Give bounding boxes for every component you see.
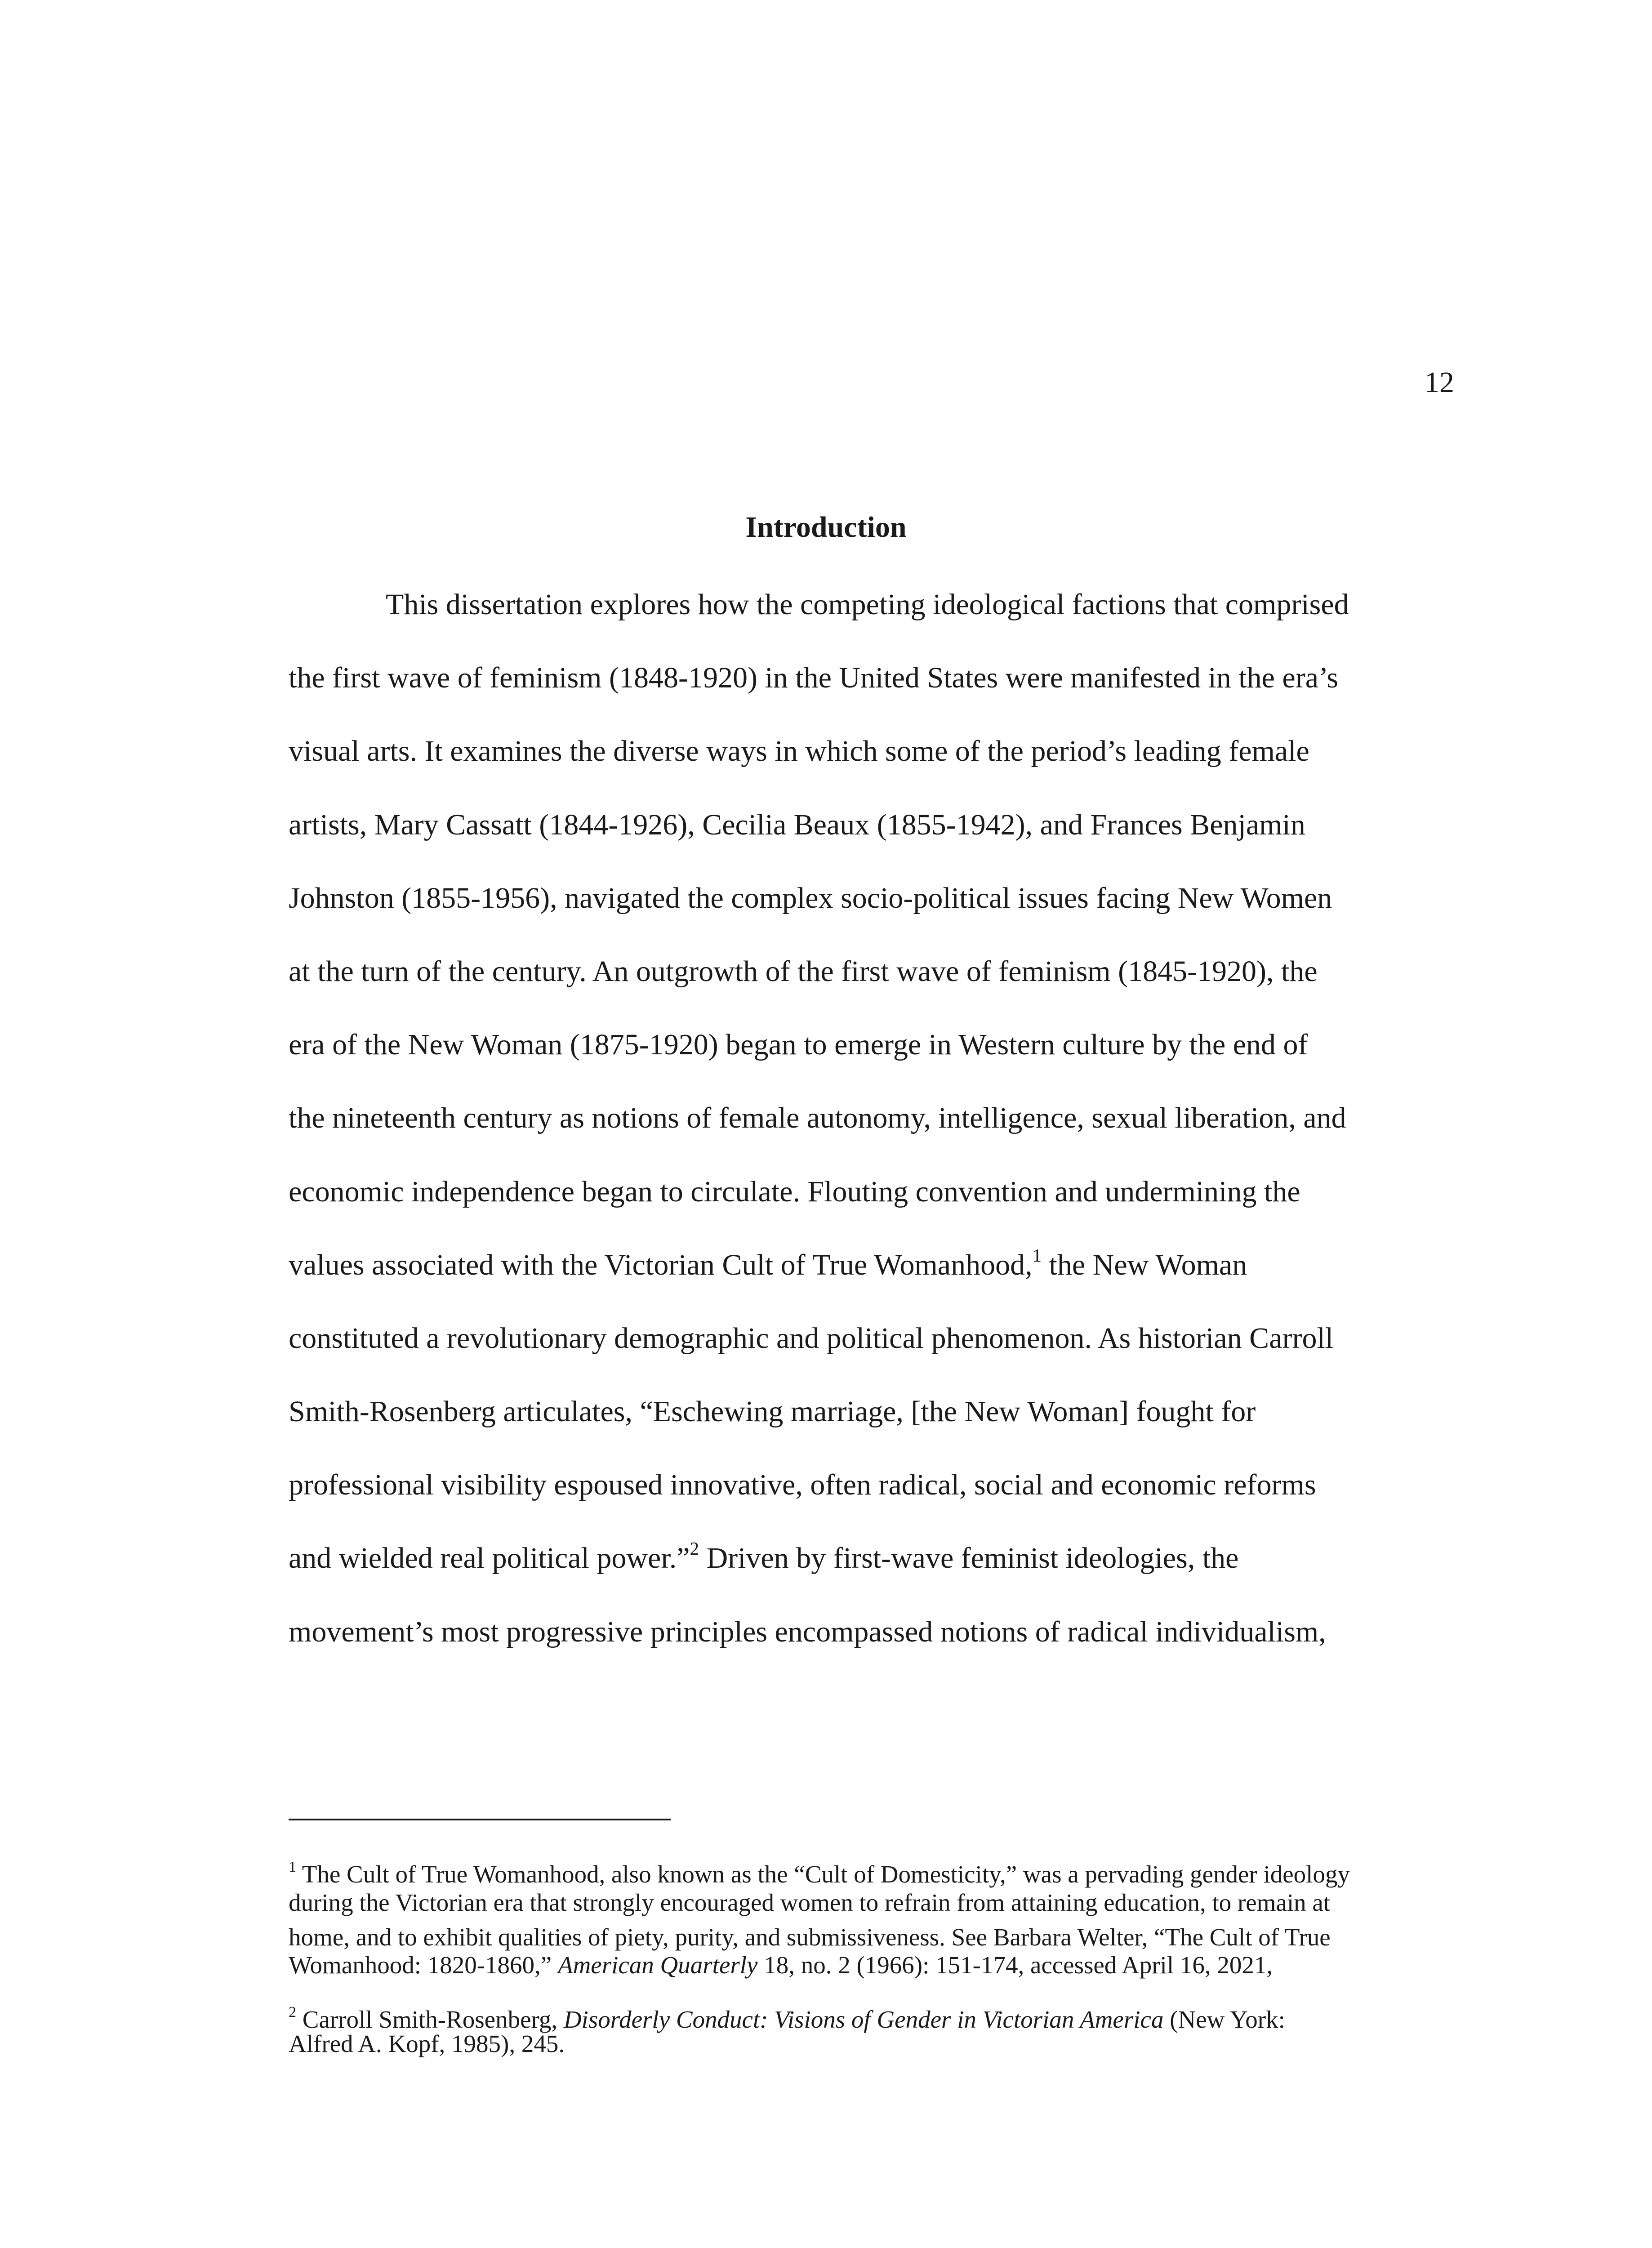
footnote-2 bbox=[289, 2003, 1285, 2057]
footnote-marker: 2 bbox=[289, 2003, 297, 2021]
body-line: professional visibility espoused innovative, often radical, social and economic reforms bbox=[289, 1468, 1316, 1502]
body-line: the first wave of feminism (1848-1920) in the United States were manifested in the era’s bbox=[289, 661, 1339, 695]
body-line-text: Driven by first-wave feminist ideologies, the bbox=[699, 1542, 1239, 1575]
body-line-text: and wielded real political power.” bbox=[289, 1542, 690, 1575]
footnote-line: home, and to exhibit qualities of piety, purity, and submissiveness. See Barbara Welter, “The Cult of True bbox=[289, 1923, 1331, 1951]
footnote-text: Carroll Smith-Rosenberg, bbox=[296, 2006, 564, 2033]
body-line: constituted a revolutionary demographic and political phenomenon. As historian Carroll bbox=[289, 1321, 1334, 1355]
body-line: Johnston (1855-1956), navigated the complex socio-political issues facing New Women bbox=[289, 881, 1332, 914]
section-heading: Introduction bbox=[745, 511, 907, 544]
journal-title: American Quarterly bbox=[557, 1951, 758, 1979]
body-paragraph bbox=[289, 584, 1652, 1685]
body-line bbox=[289, 1245, 1652, 1318]
body-line-text: values associated with the Victorian Cult of True Womanhood, bbox=[289, 1248, 1033, 1281]
body-line: visual arts. It examines the diverse ways in which some of the period’s leading female bbox=[289, 735, 1309, 768]
body-line: movement’s most progressive principles encompassed notions of radical individualism, bbox=[289, 1615, 1326, 1648]
footnote-text: Womanhood: 1820-1860,” bbox=[289, 1951, 558, 1979]
body-line: economic independence began to circulate. Flouting convention and undermining the bbox=[289, 1175, 1300, 1208]
footnote-text: The Cult of True Womanhood, also known as the “Cult of Domesticity,” was a pervading gender ideology bbox=[296, 1860, 1350, 1888]
body-line: the nineteenth century as notions of female autonomy, intelligence, sexual liberation, and bbox=[289, 1102, 1346, 1135]
body-line: Smith-Rosenberg articulates, “Eschewing marriage, [the New Woman] fought for bbox=[289, 1395, 1256, 1428]
footnote-line bbox=[289, 1858, 1350, 1888]
body-line: This dissertation explores how the competing ideological factions that comprised bbox=[386, 588, 1349, 621]
page-number: 12 bbox=[1425, 366, 1454, 399]
body-line: artists, Mary Cassatt (1844-1926), Cecilia Beaux (1855-1942), and Frances Benjamin bbox=[289, 808, 1305, 841]
footnote-1 bbox=[289, 1858, 1350, 1979]
book-title: Disorderly Conduct: Visions of Gender in Victorian America bbox=[563, 2006, 1164, 2033]
footnote-text: 18, no. 2 (1966): 151-174, accessed April 16, 2021, bbox=[757, 1951, 1273, 1979]
footnote-line bbox=[289, 1951, 1350, 1979]
body-line-text: the New Woman bbox=[1042, 1248, 1247, 1281]
body-line: era of the New Woman (1875-1920) began to emerge in Western culture by the end of bbox=[289, 1028, 1308, 1062]
footnote-reference[interactable]: 2 bbox=[690, 1539, 699, 1559]
footnote-reference[interactable]: 1 bbox=[1032, 1245, 1042, 1266]
footnote-marker: 1 bbox=[289, 1858, 297, 1875]
footnote-line bbox=[289, 2003, 1285, 2033]
body-line bbox=[289, 1538, 1652, 1611]
body-line: at the turn of the century. An outgrowth of the first wave of feminism (1845-1920), the bbox=[289, 955, 1318, 988]
footnote-separator bbox=[289, 1819, 671, 1820]
footnote-line: during the Victorian era that strongly encouraged women to refrain from attaining education, to remain at bbox=[289, 1889, 1331, 1916]
footnote-line: Alfred A. Kopf, 1985), 245. bbox=[289, 2030, 565, 2057]
footnote-text: (New York: bbox=[1163, 2006, 1285, 2033]
